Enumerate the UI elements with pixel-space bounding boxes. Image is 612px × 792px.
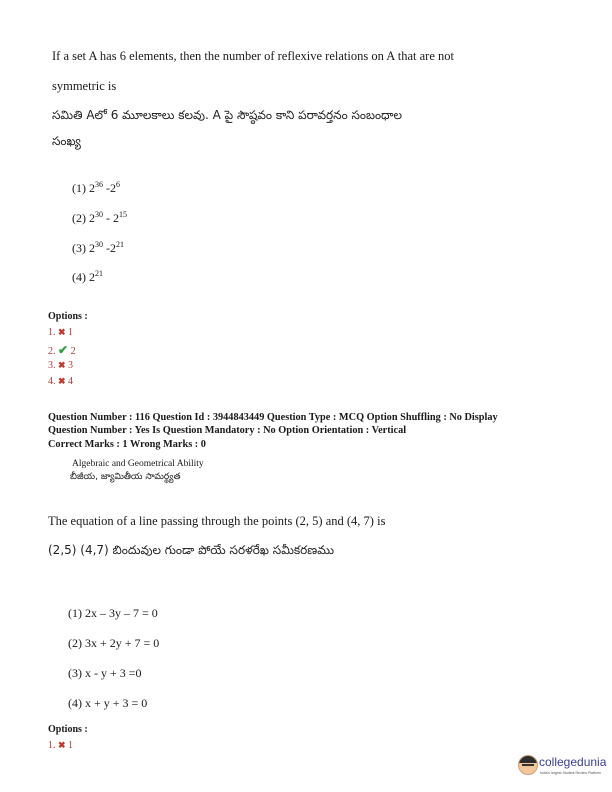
q2-choice-4: (4) x + y + 3 = 0	[68, 696, 148, 710]
cross-icon: ✖	[58, 327, 66, 337]
q2-option-1: 1. ✖ 1	[48, 740, 74, 751]
q1-telugu-line1: సమితి Aలో 6 మూలకాలు కలవు. A పై సౌష్ఠవం కాని పరావర్తనం సంబంధాల	[52, 108, 403, 122]
question-meta-line3: Correct Marks : 1 Wrong Marks : 0	[48, 439, 206, 450]
q2-telugu-line1: (2,5) (4,7) బిందువుల గుండా పోయే సరళరేఖ సమీకరణము	[48, 543, 335, 557]
q2-choice-3: (3) x - y + 3 =0	[68, 666, 142, 680]
cross-icon: ✖	[58, 360, 66, 370]
q2-choice-2: (2) 3x + 2y + 7 = 0	[68, 636, 160, 650]
q2-choice-1: (1) 2x – 3y – 7 = 0	[68, 606, 158, 620]
cross-icon: ✖	[58, 376, 66, 386]
q1-choice-4: (4) $2^{21}$	[72, 269, 103, 284]
q1-option-4: 4. ✖ 4	[48, 376, 74, 387]
check-icon: ✔	[58, 343, 69, 357]
q1-option-3: 3. ✖ 3	[48, 360, 74, 371]
q1-options-title: Options :	[48, 311, 88, 322]
question-meta-line2: Question Number : Yes Is Question Mandatory : No Option Orientation : Vertical	[48, 425, 407, 436]
q2-options-title: Options :	[48, 724, 88, 735]
collegedunia-logo-icon	[518, 755, 538, 775]
logo-name: collegedunia	[539, 755, 607, 769]
q1-option-2: 2. ✔ 2	[48, 343, 76, 357]
category-telugu: బీజీయ, జ్యామితీయ సామర్థ్యత	[70, 472, 181, 482]
logo-tagline: India's largest Student Review Platform	[540, 771, 601, 775]
q1-telugu-line2: సంఖ్య	[52, 134, 81, 148]
q2-text-line1: The equation of a line passing through the points (2, 5) and (4, 7) is	[48, 514, 386, 528]
q1-text-line1: If a set A has 6 elements, then the number of reflexive relations on A that are not	[52, 49, 454, 63]
q1-choice-1: (1) $2^{36}$ $-2^6$	[72, 180, 120, 195]
q1-text-line2: symmetric is	[52, 79, 117, 93]
cross-icon: ✖	[58, 740, 66, 750]
q1-choice-2: (2) $2^{30} - 2^{15}$	[72, 210, 127, 225]
question-meta-line1: Question Number : 116 Question Id : 3944843449 Question Type : MCQ Option Shuffling : No Display	[48, 412, 498, 423]
category-english: Algebraic and Geometrical Ability	[72, 459, 204, 469]
q1-option-1: 1. ✖ 1	[48, 327, 74, 338]
q1-choice-3: (3) $2^{30}$ $-2^{21}$	[72, 240, 124, 255]
